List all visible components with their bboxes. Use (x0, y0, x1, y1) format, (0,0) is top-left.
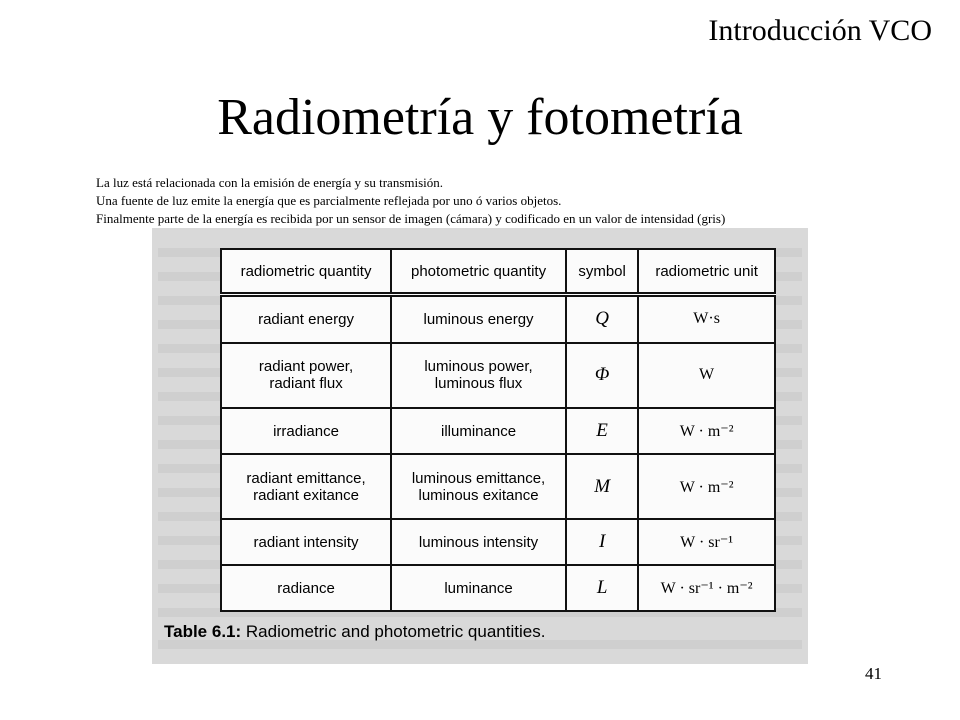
course-tag: Introducción VCO (708, 14, 932, 47)
slide-title: Radiometría y fotometría (217, 89, 743, 146)
cell-line: luminous flux (434, 375, 523, 393)
radiometric-cell (221, 454, 391, 519)
radiometric-cell (221, 343, 391, 408)
table-row (221, 565, 775, 611)
cell-line: irradiance (273, 422, 339, 440)
page-number: 41 (865, 664, 882, 683)
photometric-cell (391, 343, 566, 408)
cell-line: radiant emittance, (246, 469, 366, 487)
unit-cell: W (638, 343, 775, 408)
intro-line: La luz está relacionada con la emisión de energía y su transmisión. (96, 175, 444, 190)
cell-line: radiant flux (269, 375, 343, 393)
unit-cell: W · m⁻² (638, 454, 775, 519)
table-header-row (221, 249, 775, 295)
unit-cell: W · sr⁻¹ (638, 519, 775, 565)
cell-line: radiant power, (258, 358, 354, 376)
cell-line: radiant intensity (253, 533, 359, 551)
caption-text: Radiometric and photometric quantities. (245, 622, 546, 641)
radiometric-cell (221, 408, 391, 454)
column-header: photometric quantity (391, 249, 566, 295)
column-header: radiometric quantity (221, 249, 391, 295)
table-row (221, 295, 775, 343)
table-row (221, 408, 775, 454)
symbol-cell: Φ (566, 343, 638, 408)
photometric-cell (391, 295, 566, 343)
radiometric-cell (221, 295, 391, 343)
intro-line: Una fuente de luz emite la energía que es parcialmente reflejada por uno ó varios objetos. (96, 193, 562, 208)
unit-cell: W · m⁻² (638, 408, 775, 454)
caption-label: Table 6.1: (164, 622, 242, 641)
cell-line: luminous exitance (418, 486, 539, 504)
cell-line: radiant exitance (253, 486, 359, 504)
symbol-cell: Q (566, 295, 638, 343)
symbol-cell: E (566, 408, 638, 454)
photometric-cell (391, 454, 566, 519)
unit-cell: W·s (638, 295, 775, 343)
table-caption (164, 622, 545, 642)
cell-line: illuminance (441, 422, 517, 440)
unit-cell: W · sr⁻¹ · m⁻² (638, 565, 775, 611)
table-row (221, 454, 775, 519)
cell-line: luminous power, (424, 358, 533, 376)
cell-line: radiant energy (258, 310, 354, 328)
cell-line: radiance (277, 579, 335, 597)
intro-line: Finalmente parte de la energía es recibida por un sensor de imagen (cámara) y codificado en un valor de intensidad (gris) (96, 211, 726, 226)
symbol-cell: I (566, 519, 638, 565)
cell-line: luminous intensity (418, 533, 539, 551)
symbol-cell: L (566, 565, 638, 611)
column-header: radiometric unit (638, 249, 775, 295)
radiometric-cell (221, 519, 391, 565)
radiometric-cell (221, 565, 391, 611)
cell-line: luminous emittance, (411, 469, 546, 487)
photometric-cell (391, 519, 566, 565)
cell-line: luminous energy (423, 310, 534, 328)
table-row (221, 343, 775, 408)
symbol-cell: M (566, 454, 638, 519)
table-row (221, 519, 775, 565)
column-header: symbol (566, 249, 638, 295)
intro-text (96, 174, 725, 228)
photometric-cell (391, 408, 566, 454)
quantities-table (220, 248, 776, 612)
cell-line: luminance (444, 579, 513, 597)
photometric-cell (391, 565, 566, 611)
